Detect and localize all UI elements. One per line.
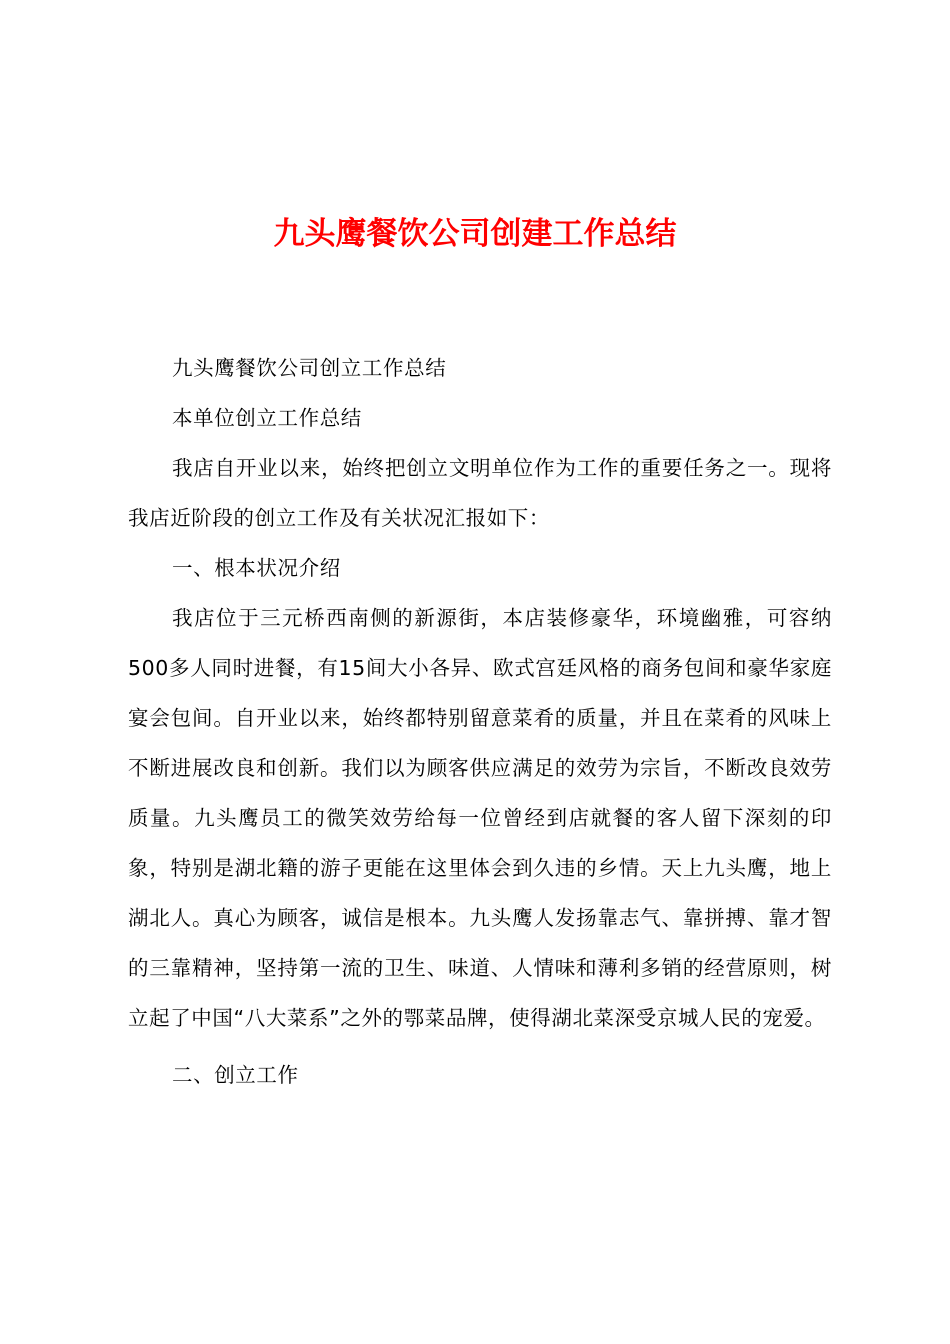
paragraph-intro: 我店自开业以来，始终把创立文明单位作为工作的重要任务之一。现将我店近阶段的创立工作及有关状况汇报如下： [128, 456, 832, 530]
paragraph-subtitle: 九头鹰餐饮公司创立工作总结 [172, 356, 447, 380]
paragraph-basic-situation: 我店位于三元桥西南侧的新源街，本店装修豪华，环境幽雅，可容纳500多人同时进餐，有15间大小各异、欧式宫廷风格的商务包间和豪华家庭宴会包间。自开业以来，始终都特别留意菜肴的质量，并且在菜肴的风味上不断进展改良和创新。我们以为顾客供应满足的效劳为宗旨，不断改良效劳质量。九头鹰员工的微笑效劳给每一位曾经到店就餐的客人留下深刻的印象，特别是湖北籍的游子更能在这里体会到久违的乡情。天上九头鹰，地上湖北人。真心为顾客，诚信是根本。九头鹰人发扬靠志气、靠拼搏、靠才智的三靠精神，坚持第一流的卫生、味道、人情味和薄利多销的经营原则，树立起了中国“八大菜系”之外的鄂菜品牌，使得湖北菜深受京城人民的宠爱。 [128, 606, 832, 1030]
section-heading-2: 二、创立工作 [172, 1063, 299, 1087]
document-title: 九头鹰餐饮公司创建工作总结 [273, 216, 677, 252]
document-body [128, 343, 832, 1100]
paragraph-unit-summary: 本单位创立工作总结 [172, 406, 362, 430]
section-heading-1: 一、根本状况介绍 [172, 556, 341, 580]
